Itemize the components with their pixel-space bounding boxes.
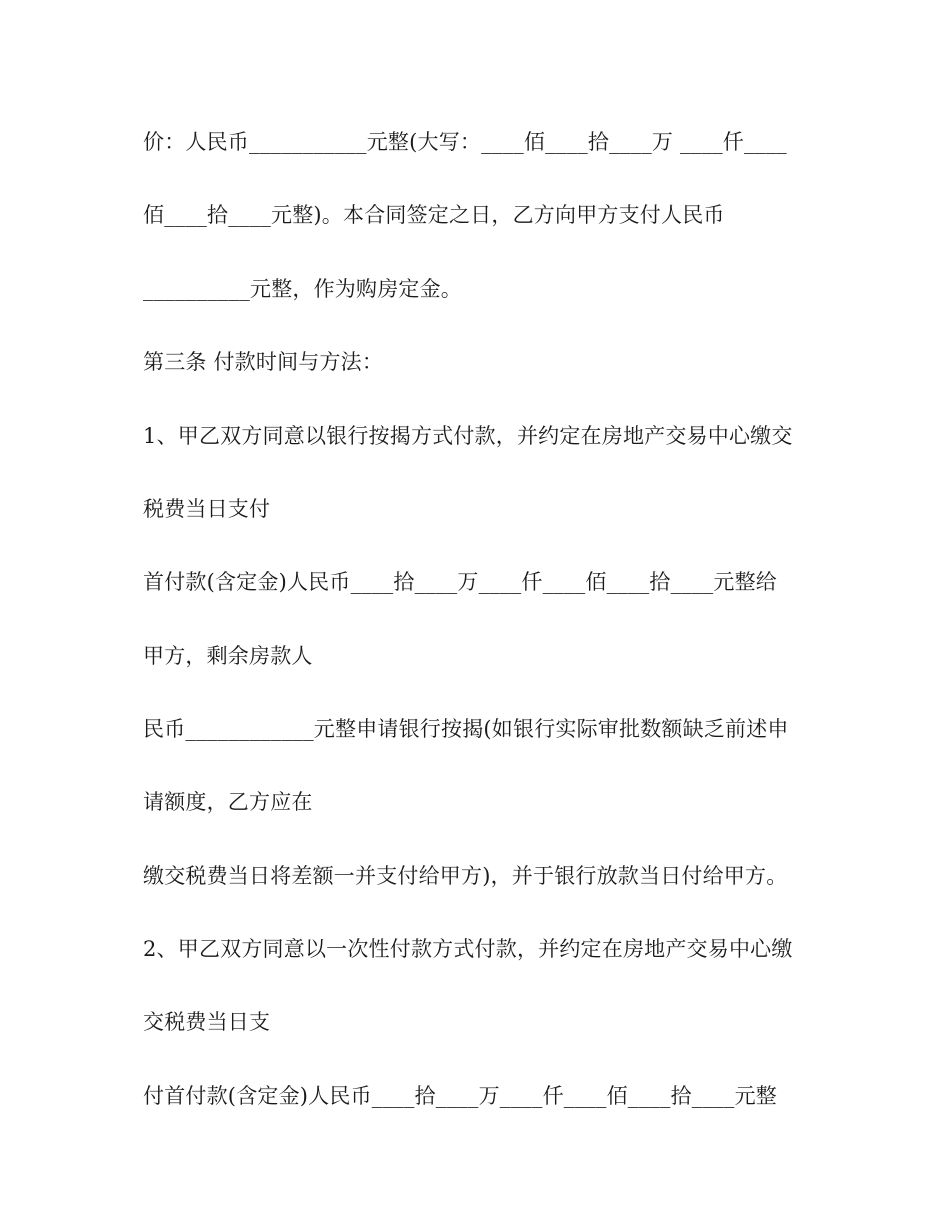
text-line-clause-2-cont-2: 付首付款(含定金)人民币____拾____万____仟____佰____拾____元整: [143, 1084, 777, 1108]
text-line-clause-2: 2、甲乙双方同意以一次性付款方式付款，并约定在房地产交易中心缴: [143, 937, 793, 961]
text-line-clause-1: 1、甲乙双方同意以银行按揭方式付款，并约定在房地产交易中心缴交: [143, 424, 793, 448]
text-line-clause-1-cont-2: 首付款(含定金)人民币____拾____万____仟____佰____拾____元整给: [143, 570, 777, 594]
text-line-price: 价：人民币___________元整(大写：____佰____拾____万 ____仟____: [143, 130, 787, 154]
text-line-deposit: __________元整，作为购房定金。: [143, 277, 462, 301]
text-line-clause-1-cont-4: 民币____________元整申请银行按揭(如银行实际审批数额缺乏前述申: [143, 717, 789, 741]
article-heading: 第三条 付款时间与方法：: [143, 350, 384, 374]
text-line-clause-1-cont-5: 请额度，乙方应在: [143, 790, 313, 814]
text-line-clause-1-cont-3: 甲方，剩余房款人: [143, 644, 313, 668]
text-line-clause-2-cont-1: 交税费当日支: [143, 1010, 271, 1034]
text-line-price-continued: 佰____拾____元整)。本合同签定之日，乙方向甲方支付人民币: [143, 203, 725, 227]
text-line-clause-1-cont-6: 缴交税费当日将差额一并支付给甲方)，并于银行放款当日付给甲方。: [143, 864, 788, 888]
text-line-clause-1-cont-1: 税费当日支付: [143, 497, 271, 521]
